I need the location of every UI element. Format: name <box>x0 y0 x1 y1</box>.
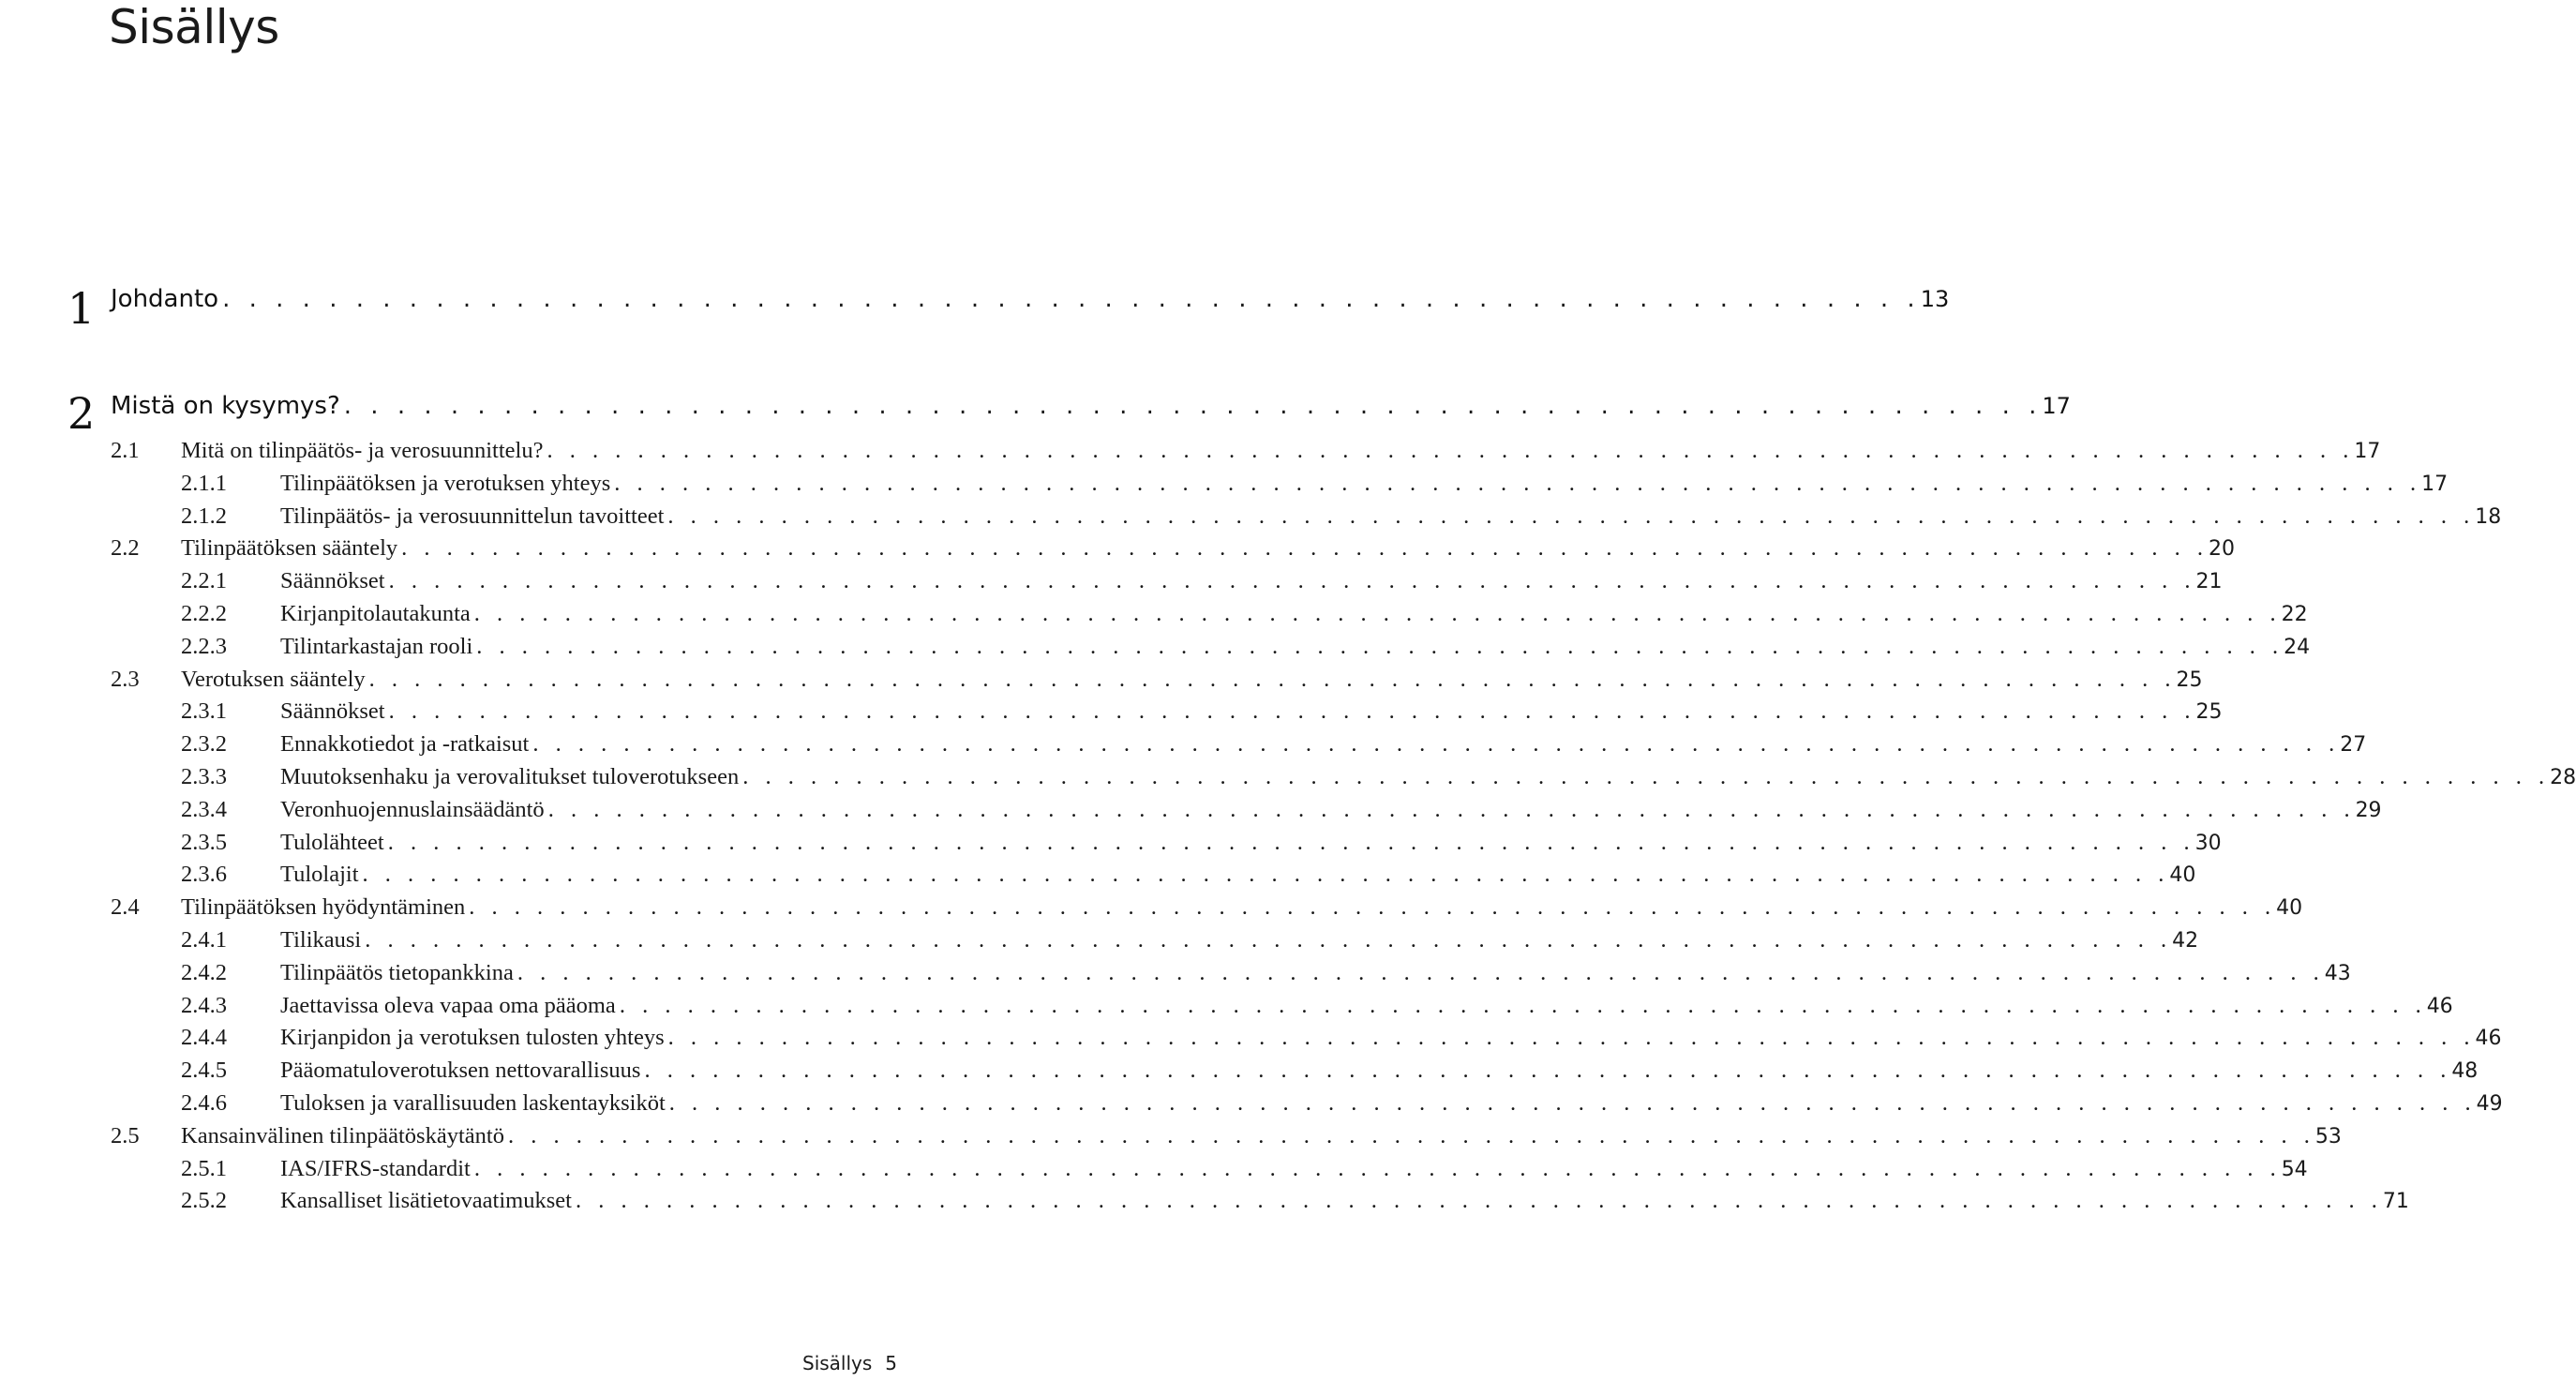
section-title: Tulolajit <box>280 862 359 888</box>
section-title: Mitä on tilinpäätös- ja verosuunnittelu? <box>181 438 544 463</box>
chapter-page: 17 <box>2042 393 2071 419</box>
chapter-number: 1 <box>67 283 96 334</box>
toc-subsection-entry[interactable] <box>181 992 2453 1021</box>
section-title: Tilinpäätöksen sääntely <box>181 535 398 562</box>
section-title: Veronhuojennuslainsäädäntö <box>280 796 545 822</box>
dot-leader: . . . . . . . . . . . . . . . . . . . . . . . . . . . . . . . . . . . . . . . . . . . . . . . . . . . . . . . . . . . . . . . . . . . . . . . . . . . . . . . . <box>388 698 2196 725</box>
section-page: 24 <box>2284 635 2311 659</box>
page-title: Sisällys <box>109 0 279 54</box>
section-number: 2.3.4 <box>181 796 227 822</box>
section-title: Kirjanpidon ja verotuksen tulosten yhteys <box>280 1025 665 1051</box>
section-title: Ennakkotiedot ja -ratkaisut <box>280 731 530 758</box>
toc-subsection-entry[interactable] <box>181 829 2222 858</box>
toc-chapter-entry[interactable] <box>111 283 1950 315</box>
section-number: 2.1.1 <box>181 470 227 496</box>
toc-subsection-entry[interactable] <box>181 959 2351 988</box>
toc-subsection-entry[interactable] <box>181 861 2196 890</box>
toc-section-entry[interactable] <box>111 534 2236 563</box>
toc-section-entry[interactable] <box>111 893 2303 923</box>
section-number: 2.1.2 <box>181 503 227 529</box>
section-title: Kirjanpitolautakunta <box>280 601 471 626</box>
section-page: 28 <box>2550 766 2576 789</box>
toc-subsection-entry[interactable] <box>181 470 2449 499</box>
section-page: 43 <box>2324 961 2351 985</box>
chapter-title: Mistä on kysymys? <box>111 392 340 420</box>
dot-leader: . . . . . . . . . . . . . . . . . . . . . . . . . . . . . . . . . . . . . . . . . . . . . . . . . . . . . . . . . . . . . . . . . . . . . . . . . . . . . . . . <box>614 470 2422 496</box>
section-page: 25 <box>2176 668 2203 692</box>
section-number: 2.2.1 <box>181 568 227 594</box>
section-title: Tilikausi <box>280 927 362 953</box>
dot-leader: . . . . . . . . . . . . . . . . . . . . . . . . . . . . . . . . . . . . . . . . . . . . . . . . . . . . . . . . . . . . . . . . . . . . . . . . . . . . . . . . <box>667 503 2476 529</box>
page-footer <box>802 1352 897 1374</box>
dot-leader: . . . . . . . . . . . . . . . . . . . . . . . . . . . . . . . . . . . . . . . . . . . . . . . . . . . . . . . . . . . . . . . . . . . . . . . . . . . . . . . . <box>619 992 2427 1018</box>
section-page: 54 <box>2281 1157 2308 1181</box>
section-title: Tilinpäätöksen hyödyntäminen <box>181 894 466 921</box>
toc-subsection-entry[interactable] <box>181 926 2199 955</box>
section-title: Kansainvälinen tilinpäätöskäytäntö <box>181 1122 504 1148</box>
section-number: 2.4.6 <box>181 1090 227 1116</box>
chapter-title: Johdanto <box>111 285 219 313</box>
section-title: Tuloksen ja varallisuuden laskentayksiköt <box>280 1090 666 1116</box>
section-number: 2.1 <box>111 438 140 463</box>
section-page: 40 <box>2276 896 2303 921</box>
section-page: 29 <box>2355 798 2382 822</box>
toc-section-entry[interactable] <box>111 1122 2342 1151</box>
dot-leader: . . . . . . . . . . . . . . . . . . . . . . . . . . . . . . . . . . . . . . . . . . . . . . . . . . . . . . . . . . . . . . . . <box>343 392 2043 420</box>
dot-leader: . . . . . . . . . . . . . . . . . . . . . . . . . . . . . . . . . . . . . . . . . . . . . . . . . . . . . . . . . . . . . . . . . . . . . . . . . . . . . . . . <box>365 927 2173 953</box>
section-page: 53 <box>2314 1124 2342 1148</box>
section-number: 2.3 <box>111 666 140 692</box>
section-number: 2.4.4 <box>181 1025 227 1051</box>
section-number: 2.2.2 <box>181 601 227 626</box>
toc-section-entry[interactable] <box>111 666 2203 695</box>
section-number: 2.5.1 <box>181 1155 227 1181</box>
section-page: 17 <box>2354 440 2381 463</box>
toc-subsection-entry[interactable] <box>181 1057 2479 1086</box>
section-page: 22 <box>2281 603 2308 626</box>
toc-subsection-entry[interactable] <box>181 1089 2503 1118</box>
section-title: Säännökset <box>280 568 385 594</box>
section-page: 27 <box>2340 733 2367 758</box>
toc-subsection-entry[interactable] <box>181 796 2382 825</box>
section-number: 2.3.2 <box>181 731 227 758</box>
section-number: 2.2 <box>111 535 140 562</box>
dot-leader: . . . . . . . . . . . . . . . . . . . . . . . . . . . . . . . . . . . . . . . . . . . . . . . . . . . . . . . . . . . . . . . . . . . . . . . . . . . . . . . . <box>476 633 2284 659</box>
toc-subsection-entry[interactable] <box>181 567 2223 596</box>
section-title: Verotuksen sääntely <box>181 666 366 692</box>
dot-leader: . . . . . . . . . . . . . . . . . . . . . . . . . . . . . . . . . . . . . . . . . . . . . . . . . . . . . . . . . . . . . . . . . . . . . . . . . . . . . . . . <box>532 731 2341 758</box>
section-page: 18 <box>2475 504 2502 529</box>
section-page: 25 <box>2195 700 2223 725</box>
section-page: 71 <box>2382 1190 2409 1214</box>
chapter-page: 13 <box>1920 286 1950 312</box>
section-number: 2.3.3 <box>181 764 227 789</box>
toc-subsection-entry[interactable] <box>181 600 2308 629</box>
section-number: 2.2.3 <box>181 633 227 659</box>
dot-leader: . . . . . . . . . . . . . . . . . . . . . . . . . . . . . . . . . . . . . . . . . . . . . . . . . . . . . . . . . . . . . . . . . . . . . . . . . . . . . . . . <box>387 829 2195 855</box>
section-number: 2.3.6 <box>181 862 227 888</box>
toc-chapter-entry[interactable] <box>111 390 2071 422</box>
dot-leader: . . . . . . . . . . . . . . . . . . . . . . . . . . . . . . . . . . . . . . . . . . . . . . . . . . . . . . . . . . . . . . . . . . . . . . . . . . . . . . . . <box>368 666 2177 692</box>
dot-leader: . . . . . . . . . . . . . . . . . . . . . . . . . . . . . . . . . . . . . . . . . . . . . . . . . . . . . . . . . . . . . . . . . . . . . . . . . . . . . . . . <box>469 894 2277 921</box>
toc-subsection-entry[interactable] <box>181 503 2502 532</box>
section-number: 2.5 <box>111 1122 140 1148</box>
dot-leader: . . . . . . . . . . . . . . . . . . . . . . . . . . . . . . . . . . . . . . . . . . . . . . . . . . . . . . . . . . . . . . . . . . . . . . . . . . . . . . . . <box>742 764 2551 789</box>
footer-page-number: 5 <box>885 1352 898 1374</box>
section-page: 20 <box>2209 537 2236 562</box>
toc-subsection-entry[interactable] <box>181 633 2311 662</box>
section-title: Tilintarkastajan rooli <box>280 633 473 659</box>
section-page: 48 <box>2451 1059 2479 1084</box>
section-title: Tilinpäätöksen ja verotuksen yhteys <box>280 470 611 496</box>
dot-leader: . . . . . . . . . . . . . . . . . . . . . . . . . . . . . . . . . . . . . . . . . . . . . . . . . . . . . . . . . . . . . . . . . . . . . . . . . . . . . . . . <box>644 1058 2452 1084</box>
footer-label: Sisällys <box>802 1352 873 1374</box>
toc-section-entry[interactable] <box>111 437 2381 466</box>
dot-leader: . . . . . . . . . . . . . . . . . . . . . . . . . . . . . . . . . . . . . . . . . . . . . . . . . . . . . . . . . . . . . . . . . . . . . . . . . . . . . . . . <box>473 1155 2282 1181</box>
section-title: Muutoksenhaku ja verovalitukset tuloverotukseen <box>280 764 740 789</box>
section-title: IAS/IFRS-standardit <box>280 1155 471 1181</box>
section-page: 30 <box>2194 831 2222 855</box>
toc-subsection-entry[interactable] <box>181 1187 2409 1216</box>
dot-leader: . . . . . . . . . . . . . . . . . . . . . . . . . . . . . . . . . . . . . . . . . . . . . . . . . . . . . . . . . . . . . . . . . . . . . . . . . . . . . . . . <box>517 959 2325 985</box>
section-page: 40 <box>2169 863 2196 888</box>
section-number: 2.5.2 <box>181 1188 227 1214</box>
section-page: 42 <box>2172 929 2199 953</box>
section-title: Jaettavissa oleva vapaa oma pääoma <box>280 992 616 1018</box>
section-page: 46 <box>2475 1027 2502 1051</box>
section-number: 2.4.1 <box>181 927 227 953</box>
section-number: 2.4.3 <box>181 992 227 1018</box>
section-title: Pääomatuloverotuksen nettovarallisuus <box>280 1058 641 1084</box>
section-title: Säännökset <box>280 698 385 725</box>
toc-subsection-entry[interactable] <box>181 1024 2502 1053</box>
section-number: 2.4 <box>111 894 140 921</box>
section-title: Tilinpäätös- ja verosuunnittelun tavoitteet <box>280 503 665 529</box>
dot-leader: . . . . . . . . . . . . . . . . . . . . . . . . . . . . . . . . . . . . . . . . . . . . . . . . . . . . . . . . . . . . . . . . . . . . . . . . . . . . . . . . <box>575 1188 2383 1214</box>
section-title: Tulolähteet <box>280 829 384 855</box>
section-title: Kansalliset lisätietovaatimukset <box>280 1188 572 1214</box>
dot-leader: . . . . . . . . . . . . . . . . . . . . . . . . . . . . . . . . . . . . . . . . . . . . . . . . . . . . . . . . . . . . . . . . . . . . . . . . . . . . . . . . <box>667 1025 2476 1051</box>
toc-subsection-entry[interactable] <box>181 730 2367 759</box>
toc-subsection-entry[interactable] <box>181 698 2223 727</box>
section-number: 2.3.1 <box>181 698 227 725</box>
dot-leader: . . . . . . . . . . . . . . . . . . . . . . . . . . . . . . . . . . . . . . . . . . . . . . . . . . . . . . . . . . . . . . . . . . . . . . . . . . . . . . . . <box>668 1090 2477 1116</box>
section-page: 17 <box>2421 472 2449 496</box>
toc-subsection-entry[interactable] <box>181 1155 2308 1184</box>
toc-subsection-entry[interactable] <box>181 763 2576 792</box>
dot-leader: . . . . . . . . . . . . . . . . . . . . . . . . . . . . . . . . . . . . . . . . . . . . . . . . . . . . . . . . . . . . . . . . . . . . . . . . . . . . . . . . <box>362 862 2170 888</box>
chapter-number: 2 <box>67 388 96 439</box>
dot-leader: . . . . . . . . . . . . . . . . . . . . . . . . . . . . . . . . . . . . . . . . . . . . . . . . . . . . . . . . . . . . . . . . . . . . . . . . . . . . . . . . <box>473 601 2282 626</box>
dot-leader: . . . . . . . . . . . . . . . . . . . . . . . . . . . . . . . . . . . . . . . . . . . . . . . . . . . . . . . . . . . . . . . . <box>222 285 1921 313</box>
dot-leader: . . . . . . . . . . . . . . . . . . . . . . . . . . . . . . . . . . . . . . . . . . . . . . . . . . . . . . . . . . . . . . . . . . . . . . . . . . . . . . . . <box>547 796 2356 822</box>
dot-leader: . . . . . . . . . . . . . . . . . . . . . . . . . . . . . . . . . . . . . . . . . . . . . . . . . . . . . . . . . . . . . . . . . . . . . . . . . . . . . . . . <box>401 535 2209 562</box>
section-page: 49 <box>2476 1092 2503 1116</box>
section-number: 2.4.2 <box>181 959 227 985</box>
section-number: 2.4.5 <box>181 1058 227 1084</box>
section-page: 21 <box>2195 570 2223 594</box>
section-number: 2.3.5 <box>181 829 227 855</box>
section-page: 46 <box>2426 994 2453 1018</box>
dot-leader: . . . . . . . . . . . . . . . . . . . . . . . . . . . . . . . . . . . . . . . . . . . . . . . . . . . . . . . . . . . . . . . . . . . . . . . . . . . . . . . . <box>388 568 2196 594</box>
dot-leader: . . . . . . . . . . . . . . . . . . . . . . . . . . . . . . . . . . . . . . . . . . . . . . . . . . . . . . . . . . . . . . . . . . . . . . . . . . . . . . . . <box>507 1122 2315 1148</box>
dot-leader: . . . . . . . . . . . . . . . . . . . . . . . . . . . . . . . . . . . . . . . . . . . . . . . . . . . . . . . . . . . . . . . . . . . . . . . . . . . . . . . . <box>547 438 2355 463</box>
section-title: Tilinpäätös tietopankkina <box>280 959 514 985</box>
